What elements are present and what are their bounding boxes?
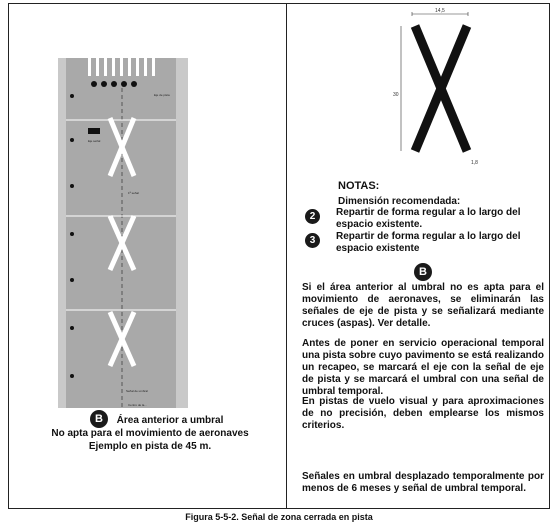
left-caption xyxy=(40,414,260,453)
note-number: 2 xyxy=(305,209,320,224)
note-number: 3 xyxy=(305,233,320,248)
stroke-dim-label: 1,8 xyxy=(471,160,478,166)
label-bottom-right: Señal de umbral xyxy=(126,389,148,393)
height-dim-label: 30 xyxy=(393,92,399,98)
threshold-bars xyxy=(88,58,155,76)
paragraph-4: Señales en umbral desplazado temporalmente por menos de 6 meses y señal de umbral temporal. xyxy=(302,471,544,494)
caption-line-2: No apta para el movimiento de aeronaves xyxy=(51,428,249,439)
caption-line-3: Ejemplo en pista de 45 m. xyxy=(88,441,212,452)
note-item-2 xyxy=(305,207,545,231)
paragraph-2: Antes de poner en servicio operacional temporal una pista sobre cuyo pavimento se está realizando un recapeo, se marcará el eje con la señal de eje de pista y se marcará el umbral con una señal de umbral temporal. xyxy=(302,338,544,397)
runway-shoulder-right xyxy=(176,58,188,408)
figure-caption: Figura 5-5-2. Señal de zona cerrada en pista xyxy=(185,512,373,522)
caption-line-1: Área anterior a umbral xyxy=(116,415,224,426)
runway-surface xyxy=(66,58,176,408)
cross-detail xyxy=(385,6,495,168)
panel-divider xyxy=(286,3,287,509)
label-box-text: Eje señal xyxy=(88,139,101,143)
paragraph-3: En pistas de vuelo visual y para aproximaciones de no precisión, deben emplearse los mismos criterios. xyxy=(302,396,544,431)
notes-title: NOTAS: xyxy=(338,180,380,192)
badge-b-left: B xyxy=(90,410,108,428)
label-box xyxy=(88,128,100,134)
paragraph-1: Si el área anterior al umbral no es apta para el movimiento de aeronaves, se eliminarán las señales de eje de pista y se señalizará mediante cruces (aspas). Ver detalle. xyxy=(302,282,544,329)
label-footer: Centro de la... xyxy=(128,403,147,407)
runway-drawing xyxy=(58,58,188,408)
label-top-right: Eje de pista xyxy=(154,93,170,97)
width-dim-label: 14,5 xyxy=(435,8,445,14)
note-text: Repartir de forma regular a lo largo del espacio existente. xyxy=(336,207,521,230)
note-text: Repartir de forma regular a lo largo del espacio existente xyxy=(336,231,521,254)
runway-shoulder-left xyxy=(58,58,66,408)
note-item-3 xyxy=(305,231,545,255)
notes-subtitle: Dimensión recomendada: xyxy=(338,196,461,207)
badge-b-right: B xyxy=(414,263,432,281)
label-mid-right: 1ª señal xyxy=(128,191,139,195)
